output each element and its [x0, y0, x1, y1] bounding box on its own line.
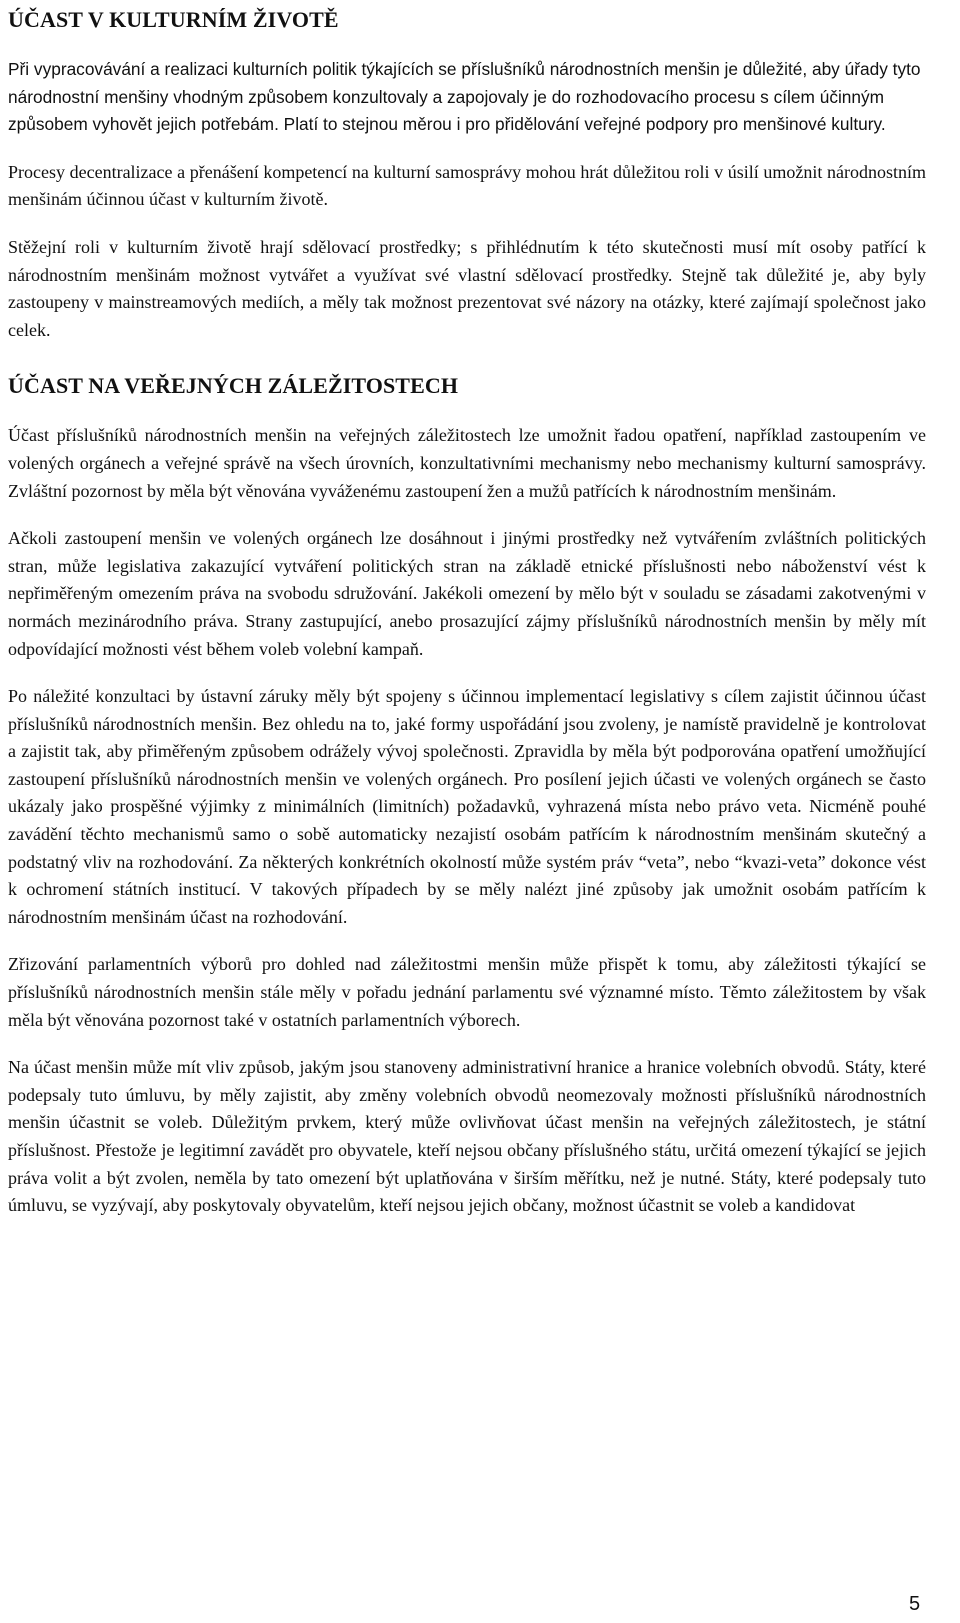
paragraph: Po náležité konzultaci by ústavní záruky měly být spojeny s účinnou implementací legislativy s cílem zajistit účinnou účast příslušníků národnostních menšin. Bez ohledu na to, jaké formy uspořádání jsou zvoleny, je namístě pravidelně je kontrolovat a zajistit tak, aby přiměřeným způsobem odrážely vývoj společnosti. Zpravidla by měla být podporována opatření umožňující zastoupení příslušníků národnostních menšin ve volených orgánech. Pro posílení jejich účasti ve volených orgánech se často ukázaly jako prospěšné výjimky z minimálních (limitních) požadavků, vyhrazená místa nebo právo veta. Nicméně pouhé zavádění těchto mechanismů samo o sobě automaticky nezajistí osobám patřícím k národnostním menšinám skutečný a podstatný vliv na rozhodování. Za některých konkrétních okolností může systém práv “veta”, nebo “kvazi-veta” dokonce vést k ochromení státních institucí. V takových případech by se měly nalézt jiné způsoby jak umožnit osobám patřícím k národnostním menšinám účast na rozhodování. [8, 686, 926, 927]
paragraph: Ačkoli zastoupení menšin ve volených orgánech lze dosáhnout i jinými prostředky než vytvářením zvláštních politických stran, může legislativa zakazující vytváření politických stran na základě etnické příslušnosti nebo náboženství vést k nepřiměřeným omezením práva na svobodu sdružování. Jakékoli omezení by mělo být v souladu se zásadami zakotvenými v normách mezinárodního práva. Strany zastupující, anebo prosazující zájmy příslušníků národnostních menšin by měly mít odpovídající možnosti vést během voleb volební kampaň. [8, 528, 926, 659]
document-page [8, 0, 926, 1220]
paragraph: Zřizování parlamentních výborů pro dohled nad záležitostmi menšin může přispět k tomu, aby záležitosti týkající se příslušníků národnostních menšin stále měly v pořadu jednání parlamentu své významné místo. Těmto záležitostem by však měla být věnována pozornost také v ostatních parlamentních výborech. [8, 954, 926, 1030]
page-number: 5 [909, 1593, 921, 1615]
paragraph: Procesy decentralizace a přenášení kompetencí na kulturní samosprávy mohou hrát důležitou roli v úsilí umožnit národnostním menšinám účinnou účast v kulturním životě. [8, 161, 926, 210]
paragraph: Stěžejní roli v kulturním životě hrají sdělovací prostředky; s přihlédnutím k této skutečnosti musí mít osoby patřící k národnostním menšinám možnost vytvářet a využívat své vlastní sdělovací prostředky. Stejně tak důležité je, aby byly zastoupeny v mainstreamových mediích, a měly tak možnost prezentovat své názory na otázky, které zajímají společnost jako celek. [8, 236, 926, 340]
paragraph: Na účast menšin může mít vliv způsob, jakým jsou stanoveny administrativní hranice a hranice volebních obvodů. Státy, které podepsaly tuto úmluvu, by měly zajistit, aby změny volebních obvodů neomezovaly možnosti příslušníků národnostních menšin účastnit se voleb. Důležitým prvkem, který může ovlivňovat účast menšin na veřejných záležitostech, je státní příslušnost. Přestože je legitimní zavádět pro obyvatele, kteří nejsou občany příslušného státu, určitá omezení týkající se jejich práva volit a být zvolen, neměla by tato omezení být uplatňována v širším měřítku, než je nutné. Státy, které podepsaly tuto úmluvu, se vyzývají, aby poskytovaly obyvatelům, kteří nejsou jejich občany, možnost účastnit se voleb a kandidovat [8, 1057, 926, 1216]
paragraph: Při vypracovávání a realizaci kulturních politik týkajících se příslušníků národnostních menšin je důležité, aby úřady tyto národnostní menšiny vhodným způsobem konzultovaly a zapojovaly je do rozhodovacího procesu s cílem účinným způsobem vyhovět jejich potřebám. Platí to stejnou měrou i pro přidělování veřejné podpory pro menšinové kultury. [8, 59, 921, 135]
paragraph: Účast příslušníků národnostních menšin na veřejných záležitostech lze umožnit řadou opatření, například zastoupením ve volených orgánech a veřejné správě na všech úrovních, konzultativními mechanismy nebo mechanismy kulturní samosprávy. Zvláštní pozornost by měla být věnována vyváženému zastoupení žen a mužů patřících k národnostním menšinám. [8, 425, 926, 501]
section-heading-cultural-life: ÚČAST V KULTURNÍM ŽIVOTĚ [8, 7, 339, 32]
section-heading-public-affairs: ÚČAST NA VEŘEJNÝCH ZÁLEŽITOSTECH [8, 373, 459, 399]
